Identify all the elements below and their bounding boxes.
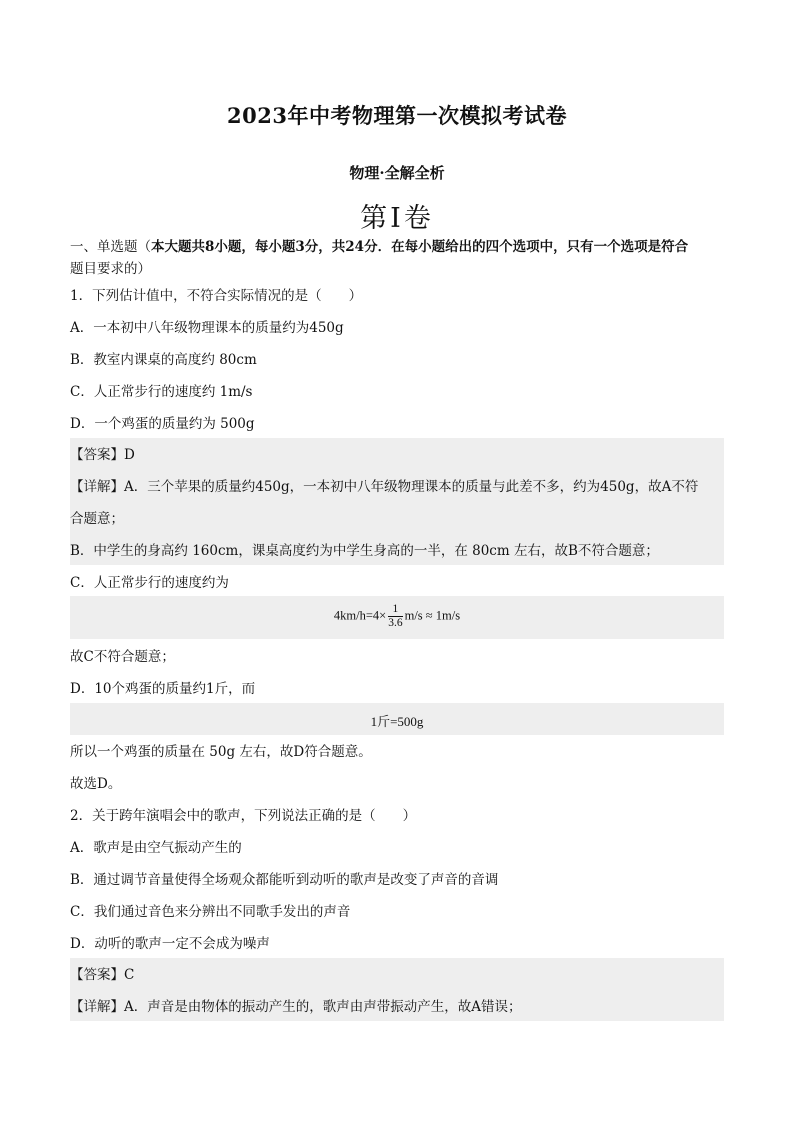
q1-option-b: B．教室内课桌的高度约 80cm	[70, 352, 257, 368]
section-heading	[70, 238, 724, 256]
q1-answer: 【答案】D	[70, 447, 135, 463]
q1-formula	[70, 603, 724, 630]
q1-detail-a-cont: 合题意；	[70, 511, 124, 527]
formula-denominator: 3.6	[388, 617, 403, 629]
q2-option-d: D．动听的歌声一定不会成为噪声	[70, 936, 270, 952]
formula-fraction	[388, 603, 402, 630]
q1-detail-label: 【详解】	[70, 479, 124, 495]
q1-formula2: 1斤=500g	[370, 714, 424, 729]
exam-subtitle: 物理·全解全析	[349, 164, 445, 182]
q2-detail-label: 【详解】	[70, 999, 124, 1015]
formula-right: m/s ≈ 1m/s	[404, 608, 461, 623]
q2-option-a: A．歌声是由空气振动产生的	[70, 840, 242, 856]
q1-option-c: C．人正常步行的速度约 1m/s	[70, 384, 253, 400]
q1-detail-c: C．人正常步行的速度约为	[70, 575, 229, 591]
exam-title: 2023年中考物理第一次模拟考试卷	[227, 103, 567, 128]
q1-option-a: A．一本初中八年级物理课本的质量约为450g	[70, 320, 344, 336]
q2-option-b: B．通过调节音量使得全场观众都能听到动听的歌声是改变了声音的音调	[70, 872, 499, 888]
q1-detail-a	[70, 478, 724, 496]
formula-numerator: 1	[388, 603, 402, 617]
q1-formula2-block	[70, 703, 724, 735]
q1-answer-block	[70, 438, 724, 565]
volume-heading: 第Ⅰ卷	[360, 203, 434, 234]
q2-answer-block	[70, 958, 724, 1021]
q1-detail-c-end: 故C不符合题意；	[70, 649, 175, 665]
q1-detail-d-end: 所以一个鸡蛋的质量在 50g 左右，故D符合题意。	[70, 744, 372, 760]
q2-answer: 【答案】C	[70, 967, 135, 983]
section-heading-prefix: 一、单选题（	[70, 239, 151, 255]
section-heading-bold: 本大题共8小题，每小题3分，共24分．在每小题给出的四个选项中，只有一个选项是符合	[151, 239, 689, 255]
q2-detail-a	[70, 998, 724, 1016]
q1-conclusion: 故选D。	[70, 776, 122, 792]
q1-formula-block	[70, 596, 724, 639]
q2-option-c: C．我们通过音色来分辨出不同歌手发出的声音	[70, 904, 351, 920]
q2-stem: 2．关于跨年演唱会中的歌声，下列说法正确的是（ ）	[70, 808, 417, 824]
formula-left: 4km/h=4×	[333, 608, 387, 623]
q1-detail-d: D．10个鸡蛋的质量约1斤，而	[70, 681, 256, 697]
q1-detail-b: B．中学生的身高约 160cm，课桌高度约为中学生身高的一半，在 80cm 左右，故B不符合题意；	[70, 543, 659, 559]
section-heading-line2: 题目要求的）	[70, 261, 151, 277]
q1-detail-a-text: A．三个苹果的质量约450g，一本初中八年级物理课本的质量与此差不多，约为450g，故A不符	[124, 479, 699, 495]
q1-stem: 1．下列估计值中，不符合实际情况的是（ ）	[70, 288, 363, 304]
q1-option-d: D．一个鸡蛋的质量约为 500g	[70, 416, 255, 432]
q2-detail-a-text: A．声音是由物体的振动产生的，歌声由声带振动产生，故A错误；	[124, 999, 522, 1015]
